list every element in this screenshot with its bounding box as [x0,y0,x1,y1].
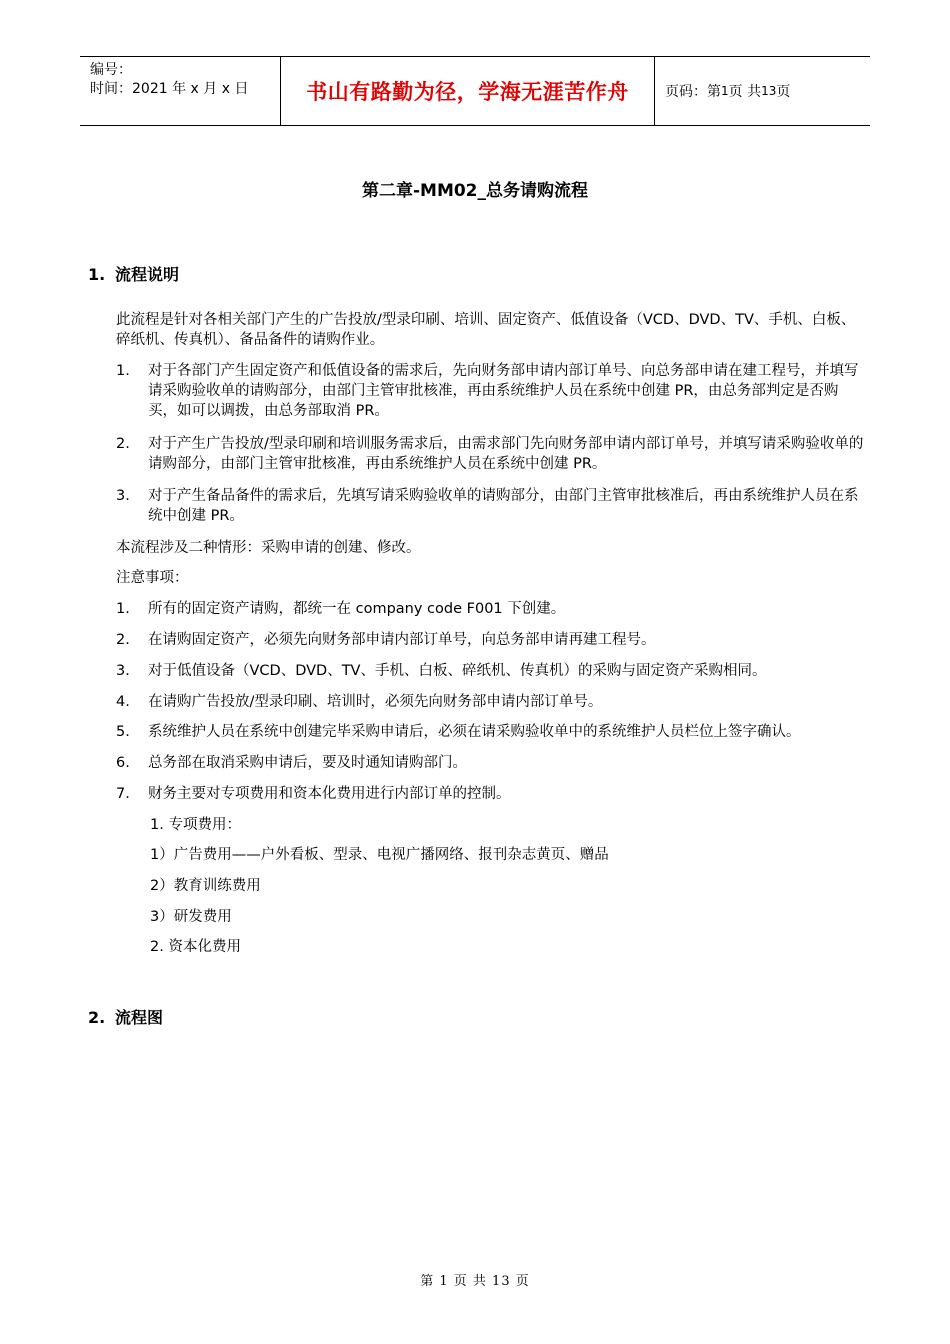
page-footer: 第 1 页 共 13 页 [420,1274,530,1289]
case-number: 2. [116,436,130,452]
page-number: 1 [721,84,729,98]
intro-paragraph: 此流程是针对各相关部门产生的广告投放/型录印刷、培训、固定资产、低值设备（VCD、DVD、TV、手机、白板、碎纸机、传真机）、备品备件的请购作业。 [116,312,856,348]
case-number: 3. [116,488,130,504]
scope-text: 本流程涉及二种情形：采购申请的创建、修改。 [116,540,421,556]
section-heading-2 [88,1005,163,1028]
note-text: 总务部在取消采购申请后，要及时通知请购部门。 [148,755,467,771]
page-header [80,56,870,126]
note-item [116,722,866,742]
sub-item: 2. 资本化费用 [150,939,241,955]
note-item [116,630,866,650]
section-label: 流程图 [115,1008,164,1027]
note-number: 2. [116,632,130,648]
section-label: 流程说明 [115,265,180,284]
doc-number-label: 编号： [90,62,132,78]
note-text: 对于低值设备（VCD、DVD、TV、手机、白板、碎纸机、传真机）的采购与固定资产采购相同。 [148,663,767,679]
note-number: 3. [116,663,130,679]
note-number: 7. [116,786,130,802]
note-text: 系统维护人员在系统中创建完毕采购申请后，必须在请采购验收单中的系统维护人员栏位上签字确认。 [148,724,801,740]
note-text: 财务主要对专项费用和资本化费用进行内部订单的控制。 [148,786,511,802]
header-motto-cell [281,57,655,125]
note-text: 在请购固定资产，必须先向财务部申请内部订单号，向总务部申请再建工程号。 [148,632,656,648]
note-text: 在请购广告投放/型录印刷、培训时，必须先向财务部申请内部订单号。 [148,694,603,710]
note-item [116,661,866,681]
section-heading-1 [88,262,179,285]
case-text: 对于产生广告投放/型录印刷和培训服务需求后，由需求部门先向财务部申请内部订单号，并填写请采购验收单的请购部分，由部门主管审批核准，再由系统维护人员在系统中创建 PR。 [148,436,864,472]
header-motto: 书山有路勤为径，学海无涯苦作舟 [306,79,629,104]
section-number: 2. [88,1008,106,1027]
page-mid: 页 共 [728,84,762,100]
note-item [116,784,866,804]
sub-item: 1）广告费用——户外看板、型录、电视广播网络、报刊杂志黄页、赠品 [150,847,609,863]
doc-time-label: 时间：2021 年 x 月 x 日 [90,81,249,97]
case-item [116,486,866,526]
page-total: 13 [761,84,777,98]
note-number: 4. [116,694,130,710]
sub-item: 3）研发费用 [150,909,232,925]
case-item [116,434,866,474]
case-text: 对于产生备品备件的需求后，先填写请采购验收单的请购部分，由部门主管审批核准后，再由系统维护人员在系统中创建 PR。 [148,488,859,524]
header-page-info [655,57,870,125]
doc-title: 第二章-MM02_总务请购流程 [361,181,589,201]
case-number: 1. [116,363,130,379]
note-item [116,753,866,773]
note-number: 1. [116,601,130,617]
case-text: 对于各部门产生固定资产和低值设备的需求后，先向财务部申请内部订单号、向总务部申请在建工程号，并填写请采购验收单的请购部分，由部门主管审批核准，再由系统维护人员在系统中创建 PR，由总务部判定是否购买，如可以调拨，由总务部取消 PR。 [148,363,859,419]
sub-item: 2）教育训练费用 [150,878,261,894]
note-text: 所有的固定资产请购，都统一在 company code F001 下创建。 [148,601,566,617]
case-item [116,361,866,421]
note-item [116,599,866,619]
page-prefix: 页码：第 [665,84,721,100]
notes-label: 注意事项： [116,570,189,586]
section-number: 1. [88,265,106,284]
note-number: 6. [116,755,130,771]
note-number: 5. [116,724,130,740]
header-meta [80,57,281,125]
sub-item: 1. 专项费用： [150,817,241,833]
page-suffix: 页 [776,84,791,100]
note-item [116,692,866,712]
